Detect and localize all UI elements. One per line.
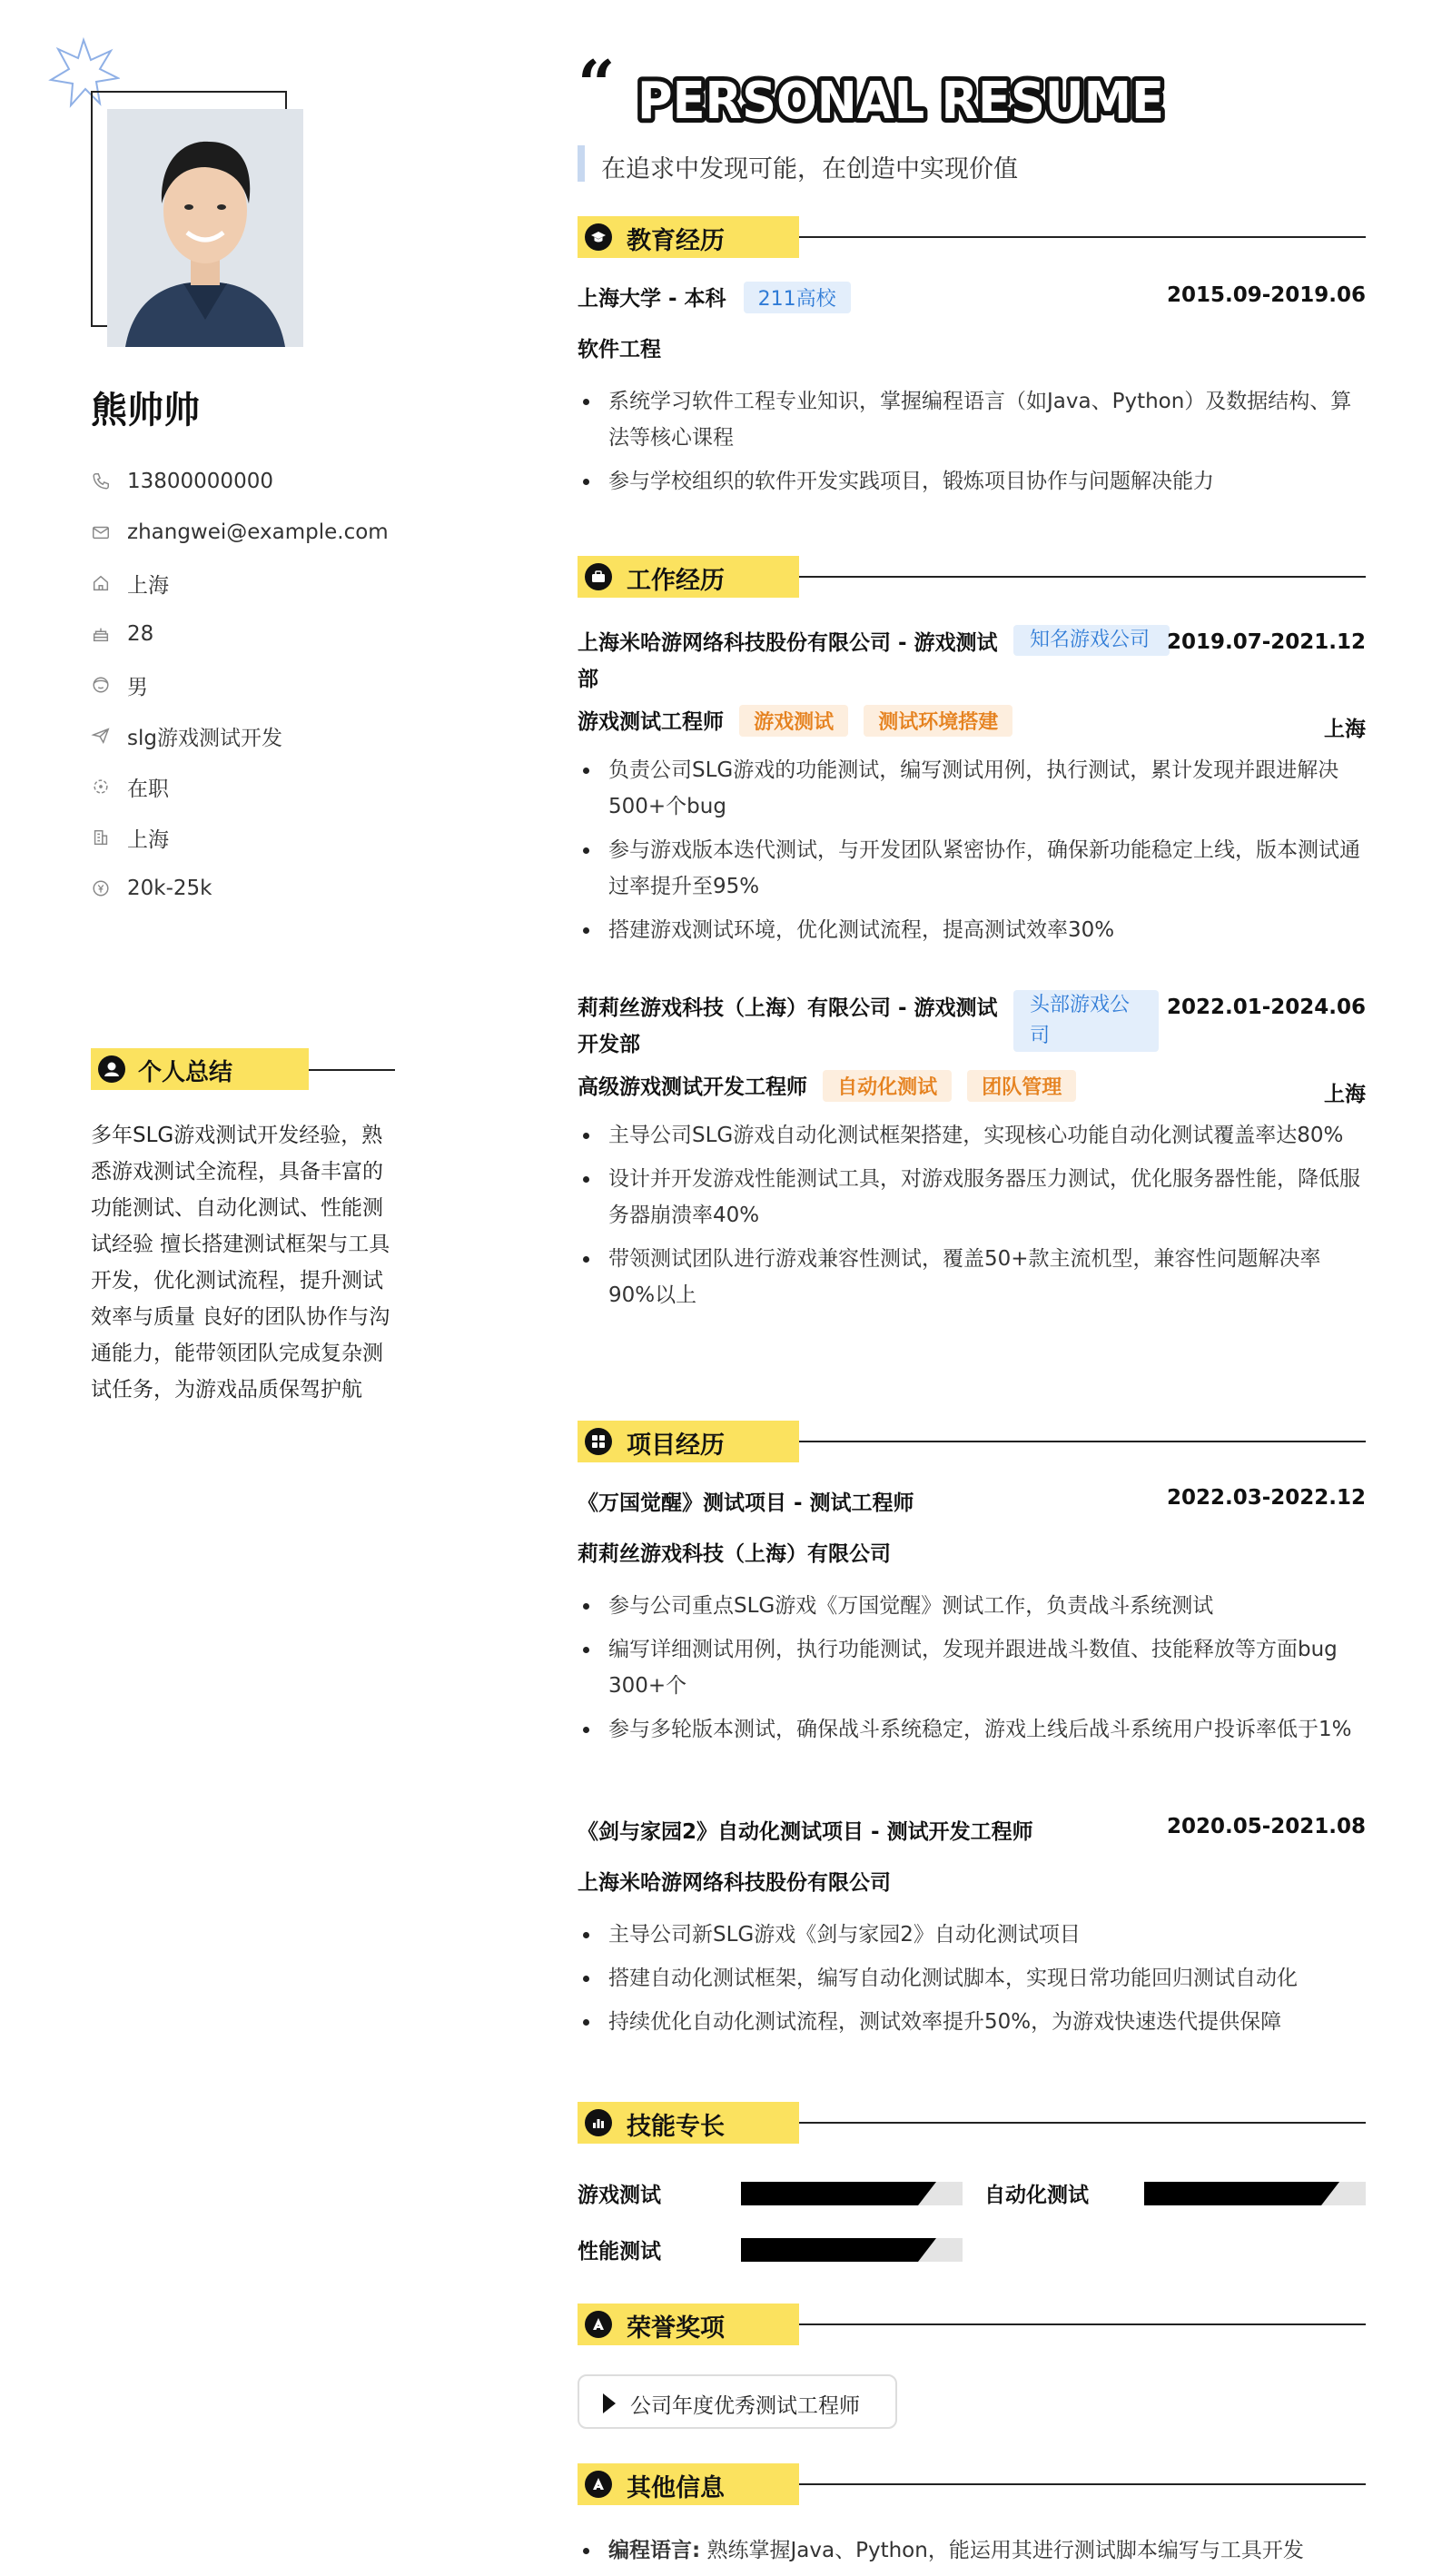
- education-row: [578, 282, 1366, 332]
- work-entry-1: [578, 625, 1366, 956]
- skill-3-label: 性能测试: [578, 2240, 661, 2264]
- work-title: 工作经历: [627, 567, 725, 595]
- other-text: 熟练掌握Java、Python，能运用其进行测试脚本编写与工具开发: [706, 2539, 1304, 2562]
- info-location: [91, 558, 400, 609]
- skill-1-fill: [741, 2182, 918, 2205]
- work-1-company: 上海米哈游网络科技股份有限公司 - 游戏测试部: [578, 631, 998, 691]
- info-age: [91, 609, 400, 659]
- contact-info-list: [91, 456, 400, 914]
- work-1-head: [578, 625, 1366, 701]
- project-2-bullet: 搭建自动化测试框架，编写自动化测试脚本，实现日常功能回归测试自动化: [578, 1960, 1366, 1996]
- project-2-date: 2020.05-2021.08: [1166, 1815, 1366, 1838]
- skill-1-label: 游戏测试: [578, 2184, 661, 2207]
- user-icon: [98, 1055, 125, 1083]
- work-1-role: 游戏测试工程师: [578, 710, 724, 734]
- summary-section-header: [91, 1046, 395, 1092]
- graduation-cap-icon: [585, 223, 612, 251]
- major-name: 软件工程: [578, 338, 661, 362]
- skill-3-fill: [741, 2238, 918, 2262]
- education-bullet: 参与学校组织的软件开发实践项目，锻炼项目协作与问题解决能力: [578, 463, 1366, 500]
- tagline-text: 在追求中发现可能，在创造中实现价值: [601, 155, 1018, 183]
- project-2-name: 《剑与家园2》自动化测试项目 - 测试开发工程师: [578, 1820, 1033, 1844]
- work-2-bullet: 主导公司SLG游戏自动化测试框架搭建，实现核心功能自动化测试覆盖率达80%: [578, 1117, 1366, 1154]
- send-icon: [91, 726, 111, 746]
- project-1-company: 莉莉丝游戏科技（上海）有限公司: [578, 1542, 891, 1566]
- project-1-bullets: [578, 1588, 1366, 1748]
- education-header-line: [799, 236, 1366, 238]
- project-1-bullet: 参与公司重点SLG游戏《万国觉醒》测试工作，负责战斗系统测试: [578, 1588, 1366, 1624]
- other-title: 其他信息: [627, 2474, 725, 2502]
- summary-header-line: [309, 1069, 395, 1071]
- project-2-head: [578, 1815, 1366, 1866]
- skill-3-bar: [741, 2238, 963, 2262]
- work-2-tag: 团队管理: [967, 1070, 1076, 1102]
- gender-text: 男: [127, 675, 148, 699]
- project-1-company-row: [578, 1537, 1366, 1588]
- education-bullet: 系统学习软件工程专业知识，掌握编程语言（如Java、Python）及数据结构、算法等核心课程: [578, 383, 1366, 456]
- yen-icon: [91, 878, 111, 898]
- info-salary: [91, 863, 400, 914]
- tagline-bar: [578, 145, 585, 182]
- grid-icon: [585, 1428, 612, 1455]
- age-text: 28: [127, 622, 154, 646]
- work-2-tag: 自动化测试: [823, 1070, 952, 1102]
- skill-2-bar: [1144, 2182, 1366, 2205]
- home-icon: [91, 573, 111, 593]
- work-2-bullets: [578, 1117, 1366, 1313]
- school-name: 上海大学 - 本科: [578, 287, 726, 311]
- target-city-text: 上海: [127, 827, 169, 852]
- projects-section-header: [578, 1419, 1366, 1464]
- project-2-bullet: 持续优化自动化测试流程，测试效率提升50%，为游戏快速迭代提供保障: [578, 2004, 1366, 2040]
- honor-item: [578, 2374, 897, 2429]
- face-icon: [91, 675, 111, 695]
- building-icon: [91, 827, 111, 847]
- work-2-company: 莉莉丝游戏科技（上海）有限公司 - 游戏测试开发部: [578, 996, 998, 1056]
- summary-title: 个人总结: [138, 1059, 233, 1086]
- work-1-bullet: 搭建游戏测试环境，优化测试流程，提高测试效率30%: [578, 912, 1366, 948]
- email-text: zhangwei@example.com: [127, 520, 389, 544]
- status-text: 在职: [127, 777, 169, 801]
- resume-title-text: PERSONAL RESUME: [637, 72, 1164, 131]
- skill-2-label: 自动化测试: [984, 2184, 1089, 2207]
- other-header-line: [799, 2483, 1366, 2485]
- skill-2-fill: [1144, 2182, 1321, 2205]
- project-1-bullet: 编写详细测试用例，执行功能测试，发现并跟进战斗数值、技能释放等方面bug 300+个: [578, 1631, 1366, 1704]
- education-section-header: [578, 214, 1366, 260]
- info-phone: [91, 456, 400, 507]
- person-name: 熊帅帅: [91, 390, 200, 431]
- skills-section-header: [578, 2100, 1366, 2145]
- other-bullets: [578, 2532, 1366, 2576]
- info-gender: [91, 659, 400, 710]
- cake-icon: [91, 624, 111, 644]
- project-1-bullet: 参与多轮版本测试，确保战斗系统稳定，游戏上线后战斗系统用户投诉率低于1%: [578, 1711, 1366, 1748]
- work-header-line: [799, 576, 1366, 578]
- honors-section-header: [578, 2302, 1366, 2347]
- honors-header-line: [799, 2323, 1366, 2325]
- work-2-role-row: [578, 1066, 1366, 1117]
- work-1-tag: 游戏测试: [739, 705, 848, 737]
- project-entry-1: [578, 1486, 1366, 1755]
- quote-mark-icon: “: [578, 53, 616, 123]
- other-section-header: [578, 2462, 1366, 2507]
- work-2-head: [578, 990, 1366, 1066]
- honor-item-text: 公司年度优秀测试工程师: [630, 2394, 860, 2418]
- education-date: 2015.09-2019.06: [1166, 283, 1366, 307]
- mail-icon: [91, 522, 111, 542]
- play-triangle-icon: [603, 2393, 616, 2413]
- projects-header-line: [799, 1441, 1366, 1442]
- info-icon: [585, 2471, 612, 2498]
- work-1-tag: 测试环境搭建: [864, 705, 1012, 737]
- info-job-intent: [91, 710, 400, 761]
- project-1-date: 2022.03-2022.12: [1166, 1486, 1366, 1510]
- work-1-bullet: 负责公司SLG游戏的功能测试，编写测试用例，执行测试，累计发现并跟进解决500+个bug: [578, 752, 1366, 825]
- project-2-company-row: [578, 1866, 1366, 1917]
- work-2-city: 上海: [1324, 1083, 1366, 1106]
- education-bullets: [578, 383, 1366, 500]
- project-2-company: 上海米哈游网络科技股份有限公司: [578, 1871, 891, 1895]
- briefcase-icon: [585, 563, 612, 590]
- other-label: 编程语言:: [608, 2539, 701, 2562]
- honors-title: 荣誉奖项: [627, 2314, 725, 2343]
- education-title: 教育经历: [627, 227, 725, 255]
- work-entry-2: [578, 990, 1366, 1321]
- project-1-name: 《万国觉醒》测试项目 - 测试工程师: [578, 1491, 914, 1515]
- info-email: [91, 507, 400, 558]
- location-text: 上海: [127, 573, 169, 598]
- salary-text: 20k-25k: [127, 877, 212, 900]
- project-entry-2: [578, 1815, 1366, 2047]
- project-2-bullets: [578, 1917, 1366, 2040]
- work-1-bullets: [578, 752, 1366, 948]
- work-2-bullet: 带领测试团队进行游戏兼容性测试，覆盖50+款主流机型，兼容性问题解决率90%以上: [578, 1241, 1366, 1313]
- work-1-badge: 知名游戏公司: [1013, 625, 1170, 656]
- work-2-badge: 头部游戏公司: [1013, 990, 1159, 1052]
- info-status: [91, 761, 400, 812]
- phone-icon: [91, 471, 111, 491]
- phone-text: 13800000000: [127, 470, 273, 493]
- job-intent-text: slg游戏测试开发: [127, 726, 282, 750]
- education-entry: [578, 282, 1366, 507]
- other-bullet: [578, 2532, 1366, 2569]
- status-icon: [91, 777, 111, 797]
- skills-header-line: [799, 2122, 1366, 2124]
- resume-title-logo: [578, 53, 1195, 134]
- work-1-bullet: 参与游戏版本迭代测试，与开发团队紧密协作，确保新功能稳定上线，版本测试通过率提升至95%: [578, 832, 1366, 905]
- chart-icon: [585, 2109, 612, 2136]
- work-1-city: 上海: [1324, 718, 1366, 741]
- award-icon: [585, 2311, 612, 2338]
- summary-text: 多年SLG游戏测试开发经验，熟悉游戏测试全流程，具备丰富的功能测试、自动化测试、性能测试经验 擅长搭建测试框架与工具开发，优化测试流程，提升测试效率与质量 良好的团队协作与沟通能力，能带领团队完成复杂测试任务，为游戏品质保驾护航: [91, 1124, 390, 1402]
- major-row: [578, 332, 1366, 383]
- work-2-role: 高级游戏测试开发工程师: [578, 1075, 807, 1099]
- skill-1-bar: [741, 2182, 963, 2205]
- work-section-header: [578, 554, 1366, 599]
- work-2-date: 2022.01-2024.06: [1166, 996, 1366, 1019]
- projects-title: 项目经历: [627, 1432, 725, 1460]
- work-2-bullet: 设计并开发游戏性能测试工具，对游戏服务器压力测试，优化服务器性能，降低服务器崩溃率40%: [578, 1161, 1366, 1234]
- project-2-bullet: 主导公司新SLG游戏《剑与家园2》自动化测试项目: [578, 1917, 1366, 1953]
- work-1-date: 2019.07-2021.12: [1166, 630, 1366, 654]
- profile-photo: [107, 109, 303, 347]
- skills-title: 技能专长: [627, 2113, 725, 2141]
- work-1-role-row: [578, 701, 1366, 752]
- info-target-city: [91, 812, 400, 863]
- school-badge: 211高校: [744, 282, 851, 313]
- project-1-head: [578, 1486, 1366, 1537]
